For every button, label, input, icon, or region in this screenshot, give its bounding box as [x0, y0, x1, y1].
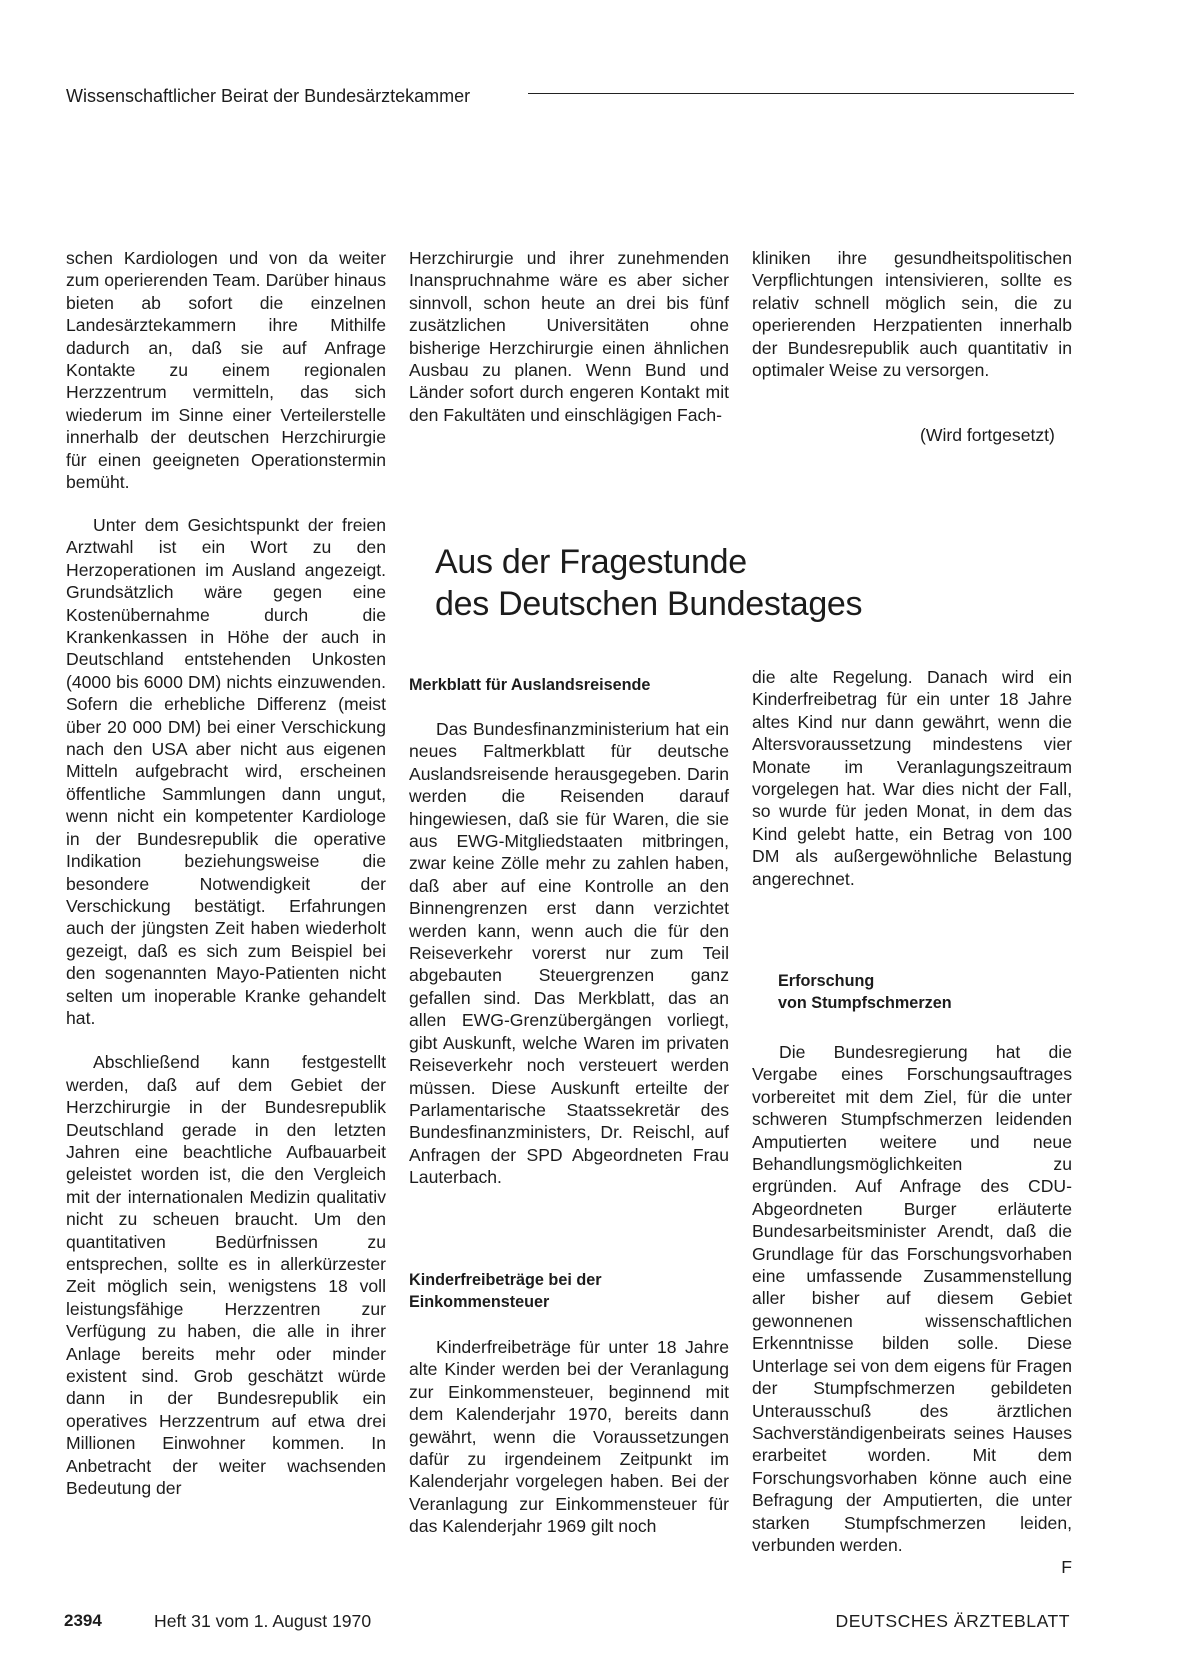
- subheading-line: Kinderfreibeträge bei der: [409, 1271, 602, 1289]
- fragestunde-column-2-b: [409, 1336, 729, 1538]
- subheading-line: Einkommensteuer: [409, 1293, 550, 1311]
- article-paragraph: Das Bundesfinanzministerium hat ein neues Faltmerkblatt für deutsche Auslandsreisende herausgegeben. Darin werden die Reisenden darauf hingewiesen, daß sie für Waren, die sie aus EWG-Mitgliedstaaten mitbringen, zwar keine Zölle mehr zu zahlen haben, daß aber auf eine Kontrolle an den Binnengrenzen erst dann verzichtet werden kann, wenn auch die für den Reiseverkehr vorerst nur zum Teil abgebauten Steuergrenzen ganz gefallen sind. Das Merkblatt, das an allen EWG-Grenzübergängen vorliegt, gibt Auskunft, welche Waren im privaten Reiseverkehr noch versteuert werden müssen. Diese Auskunft erteilte der Parlamentarische Staatssekretär des Bundesfinanzministers, Dr. Reischl, auf Anfragen der SPD Abgeordneten Frau Lauterbach.: [409, 719, 729, 1188]
- article-paragraph: Kinderfreibeträge für unter 18 Jahre alte Kinder werden bei der Veranlagung zur Einkommensteuer, beginnend mit dem Kalenderjahr 1970, bereits dann gewährt, wenn die Voraussetzungen dafür zu irgendeinem Zeitpunkt im Kalenderjahr vorgelegen haben. Bei der Veranlagung zur Einkommensteuer für das Kalenderjahr 1969 gilt noch: [409, 1337, 729, 1537]
- article-paragraph: [752, 1041, 1072, 1579]
- article-column-2-top: [409, 247, 729, 426]
- article-paragraph: Herzchirurgie und ihrer zunehmenden Inanspruchnahme wäre es aber sicher sinnvoll, schon heute an drei bis fünf zusätzlichen Universitäten ohne bisherige Herzchirurgie einen ähnlichen Ausbau zu planen. Wenn Bund und Länder sofort durch engeren Kontakt mit den Fakultäten und einschlägigen Fach-: [409, 248, 729, 425]
- article-paragraph: schen Kardiologen und von da weiter zum operierenden Team. Darüber hinaus bieten ab sofort die einzelnen Landesärztekammern ihre Mithilfe dadurch an, daß sie auf Anfrage Kontakte zu einem regionalen Herzzentrum vermitteln, das sich wiederum im Sinne einer Verteilerstelle innerhalb der deutschen Herzchirurgie für einen geeigneten Operationstermin bemüht.: [66, 248, 386, 493]
- issue-info: Heft 31 vom 1. August 1970: [154, 1611, 372, 1631]
- article-paragraph: Abschließend kann festgestellt werden, daß auf dem Gebiet der Herzchirurgie in der Bundesrepublik Deutschland gerade in den letzten Jahren eine beachtliche Aufbauarbeit geleistet worden ist, die den Vergleich mit der internationalen Medizin qualitativ nicht zu scheuen braucht. Um den quantitativen Bedürfnissen zu entsprechen, sollte es in allerkürzester Zeit möglich sein, wenigstens 18 voll leistungsfähige Herzzentren zur Verfügung zu haben, die alle in ihrer Anlage bereits mehr oder minder existent sind. Grob geschätzt würde dann in der Bundesrepublik ein operatives Herzzentrum auf etwa drei Millionen Einwohner kommen. In Anbetracht der weiter wachsenden Bedeutung der: [66, 1052, 386, 1499]
- continued-note: (Wird fortgesetzt): [920, 425, 1055, 445]
- headline-line: Aus der Fragestunde: [435, 543, 747, 581]
- fragestunde-column-3-a: [752, 666, 1072, 890]
- running-header: Wissenschaftlicher Beirat der Bundesärztekammer: [66, 86, 471, 106]
- author-signature: F: [1061, 1557, 1072, 1578]
- journal-name: DEUTSCHES ÄRZTEBLATT: [835, 1611, 1070, 1631]
- header-rule: [528, 93, 1074, 94]
- subheading-stumpfschmerzen: [778, 970, 1098, 1014]
- headline-line: des Deutschen Bundestages: [435, 585, 863, 623]
- subheading-merkblatt: Merkblatt für Auslandsreisende: [409, 676, 651, 694]
- article-column-1-top: [66, 247, 386, 493]
- section-headline: [435, 541, 862, 625]
- subheading-line: Erforschung: [778, 972, 875, 990]
- subheading-kinderfreibetraege: [409, 1269, 729, 1313]
- article-column-3-top: [752, 247, 1072, 381]
- paragraph-text: Die Bundesregierung hat die Vergabe eines Forschungsauftrages vorbereitet mit dem Ziel, für die unter schweren Stumpfschmerzen leidenden Amputierten weitere und neue Behandlungsmöglichkeiten zu ergründen. Auf Anfrage des CDU-Abgeordneten Burger erläuterte Bundesarbeitsminister Arendt, daß die Grundlage für das Forschungsvorhaben eine umfassende Zusammenstellung aller bisher auf diesem Gebiet gewonnenen wissenschaftlichen Erkenntnisse bilden solle. Diese Unterlage sei von dem eigens für Fragen der Stumpfschmerzen gebildeten Unterausschuß des ärztlichen Sachverständigenbeirats seines Hauses erarbeitet worden. Mit dem Forschungsvorhaben könne auch eine Befragung der Amputierten, die unter starken Stumpfschmerzen leiden, verbunden werden.: [752, 1042, 1072, 1555]
- fragestunde-column-2-a: [409, 718, 729, 1189]
- subheading-line: von Stumpfschmerzen: [778, 994, 952, 1012]
- article-paragraph: die alte Regelung. Danach wird ein Kinderfreibetrag für ein unter 18 Jahre altes Kind nur dann gewährt, wenn die Altersvoraussetzung mindestens vier Monate im Veranlagungszeitraum vorgelegen hat. War dies nicht der Fall, so wurde für jeden Monat, in dem das Kind gelebt hatte, ein Betrag von 100 DM als außergewöhnliche Belastung angerechnet.: [752, 667, 1072, 889]
- article-column-1-bottom: [66, 514, 386, 1499]
- article-paragraph: kliniken ihre gesundheitspolitischen Verpflichtungen intensivieren, sollte es relativ schnell möglich sein, die zu operierenden Herzpatienten innerhalb der Bundesrepublik auch quantitativ in optimaler Weise zu versorgen.: [752, 248, 1072, 381]
- fragestunde-column-3-b: [752, 1041, 1072, 1579]
- page-number: 2394: [64, 1611, 102, 1630]
- article-paragraph: Unter dem Gesichtspunkt der freien Arztwahl ist ein Wort zu den Herzoperationen im Ausland angezeigt. Grundsätzlich wäre gegen eine Kostenübernahme durch die Krankenkassen in Höhe der auch in Deutschland entstehenden Unkosten (4000 bis 6000 DM) nichts einzuwenden. Sofern die erhebliche Differenz (meist über 20 000 DM) bei einer Verschickung nach den USA aber nicht aus eigenen Mitteln aufgebracht wird, erscheinen öffentliche Sammlungen dann ungut, wenn nicht ein kompetenter Kardiologe in der Bundesrepublik die operative Indikation beziehungsweise die besondere Notwendigkeit der Verschickung bestätigt. Erfahrungen auch der jüngsten Zeit haben wiederholt gezeigt, daß es sich zum Beispiel bei den sogenannten Mayo-Patienten nicht selten um inoperable Kranke gehandelt hat.: [66, 515, 386, 1028]
